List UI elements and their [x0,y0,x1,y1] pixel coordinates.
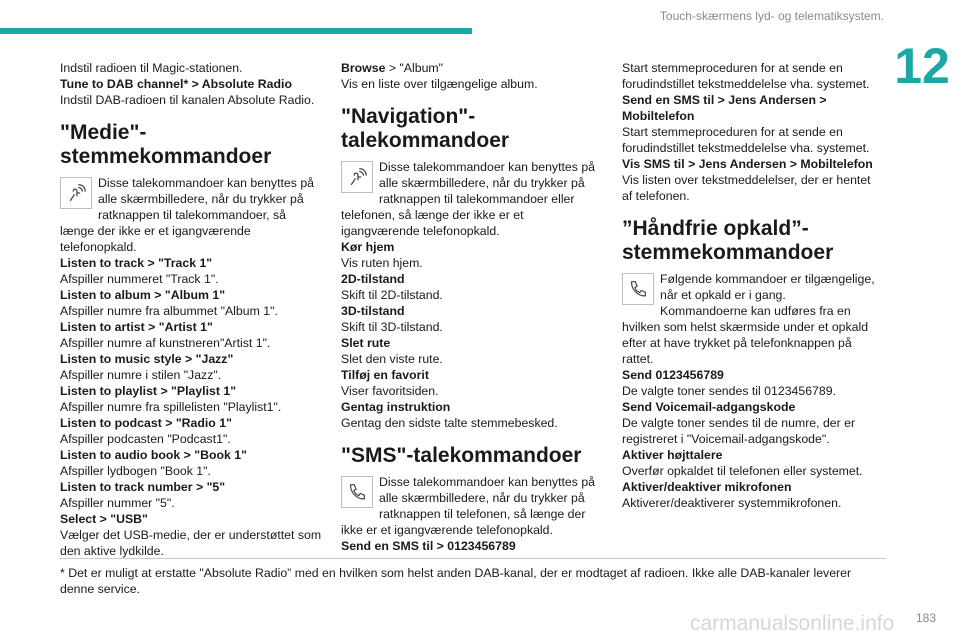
command-line: Listen to playlist > "Playlist 1" [60,384,237,398]
command-description: Vis ruten hjem. [341,256,423,270]
phone-icon [341,476,373,508]
command-line: Tune to DAB channel* > Absolute Radio [60,77,292,91]
section-heading-navigation: "Navigation"-talekommandoer [341,105,510,152]
section-intro: Disse talekommandoer kan benyttes på alle skærmbilledere, når du trykker på ratknappen til talekommandoer eller telefonen, så længe der ikke er et igangværende telefonopkald. [341,160,595,238]
chapter-number: 12 [894,38,950,94]
running-title: Touch-skærmens lyd- og telematiksystem. [659,9,884,23]
command-line: Send en SMS til > 0123456789 [341,539,516,553]
column-2 [341,60,603,554]
command-line: Aktiver/deaktiver mikrofonen [622,480,792,494]
command-description: Aktiverer/deaktiverer systemmikrofonen. [622,496,842,510]
command-description: Afspiller lydbogen "Book 1". [60,464,211,478]
command-line: Gentag instruktion [341,400,451,414]
command-line: Listen to artist > "Artist 1" [60,320,213,334]
command-line: Listen to audio book > "Book 1" [60,448,247,462]
command-description: De valgte toner sendes til 0123456789. [622,384,836,398]
voice-command-icon [341,161,373,193]
section-heading-handsfree: ”Håndfrie opkald”-stemmekommandoer [622,217,834,264]
command-line: Vis SMS til > Jens Andersen > Mobiltelefon [622,157,873,171]
section-intro: Disse talekommandoer kan benyttes på alle skærmbilledere, når du trykker på ratknappen til telefonen, så længe der ikke er et igangværende telefonopkald. [341,475,595,537]
text-line: Start stemmeproceduren for at sende en forudindstillet tekstmeddelelse vha. systemet. [622,125,870,155]
command-description: Skift til 2D-tilstand. [341,288,443,302]
command-description: Viser favoritsiden. [341,384,439,398]
command-line: Listen to podcast > "Radio 1" [60,416,232,430]
command-description: Afspiller nummer "5". [60,496,175,510]
command-line: Send 0123456789 [622,368,724,382]
text-line: Indstil radioen til Magic-stationen. [60,61,243,75]
command-description: Afspiller numre fra albummet "Album 1". [60,304,278,318]
text-line: Start stemmeproceduren for at sende en forudindstillet tekstmeddelelse vha. systemet. [622,61,870,91]
command-description: De valgte toner sendes til de numre, der er registreret i "Voicemail-adgangskode". [622,416,856,446]
section-intro: Disse talekommandoer kan benyttes på alle skærmbilledere, når du trykker på ratknappen til talekommandoer, så længe der ikke er et igangværende telefonopkald. [60,176,314,254]
section-intro: Følgende kommandoer er tilgængelige, når et opkald er i gang. [622,271,884,303]
command-description: Afspiller numre i stilen "Jazz". [60,368,222,382]
footnote: * Det er muligt at erstatte "Absolute Radio” med en hvilken som helst anden DAB-kanal, der er modtaget af radioen. Ikke alle DAB-kanaler leverer denne service. [60,566,852,596]
command-description: Afspiller nummeret "Track 1". [60,272,219,286]
command-line: Slet rute [341,336,391,350]
command-line: Send en SMS til > Jens Andersen > Mobiltelefon [622,93,827,123]
command-description: Afspiller numre af kunstneren"Artist 1". [60,336,271,350]
command-line: 2D-tilstand [341,272,405,286]
text-line: Vis listen over tekstmeddelelser, der er hentet af telefonen. [622,173,871,203]
command-description: Vælger det USB-medie, der er understøttet som den aktive lydkilde. [60,528,322,558]
command-line: Select > "USB" [60,512,148,526]
command-line: Kør hjem [341,240,395,254]
page-number: 183 [915,611,936,625]
command-description: Gentag den sidste talte stemmebesked. [341,416,558,430]
command-description: Afspiller numre fra spillelisten "Playlist1". [60,400,282,414]
text-line: Kommandoerne kan udføres fra en hvilken som helst skærmside under et opkald efter at have trykket på telefonknappen på rattet. [622,304,869,366]
voice-command-icon [60,177,92,209]
watermark: carmanualsonline.info [690,612,895,635]
command-line: 3D-tilstand [341,304,405,318]
command-description: Slet den viste rute. [341,352,443,366]
command-line: Listen to track > "Track 1" [60,256,213,270]
footnote-divider [60,558,886,559]
column-1 [60,60,322,559]
command-line: Listen to track number > "5" [60,480,226,494]
section-heading-media: "Medie"-stemmekommandoer [60,121,272,168]
command-line: Tilføj en favorit [341,368,429,382]
command-description: Skift til 3D-tilstand. [341,320,443,334]
command-description: Overfør opkaldet til telefonen eller systemet. [622,464,863,478]
command-description: Afspiller podcasten "Podcast1". [60,432,231,446]
section-heading-sms: "SMS"-talekommandoer [341,444,582,467]
header-accent-bar [0,28,472,34]
command-line: Browse > "Album" [341,61,444,75]
text-line: Indstil DAB-radioen til kanalen Absolute Radio. [60,93,315,107]
phone-icon [622,273,654,305]
command-line: Send Voicemail-adgangskode [622,400,796,414]
command-line: Aktiver højttalere [622,448,723,462]
text-line: Vis en liste over tilgængelige album. [341,77,538,91]
command-line: Listen to album > "Album 1" [60,288,226,302]
column-3 [622,60,884,511]
command-line: Listen to music style > "Jazz" [60,352,234,366]
